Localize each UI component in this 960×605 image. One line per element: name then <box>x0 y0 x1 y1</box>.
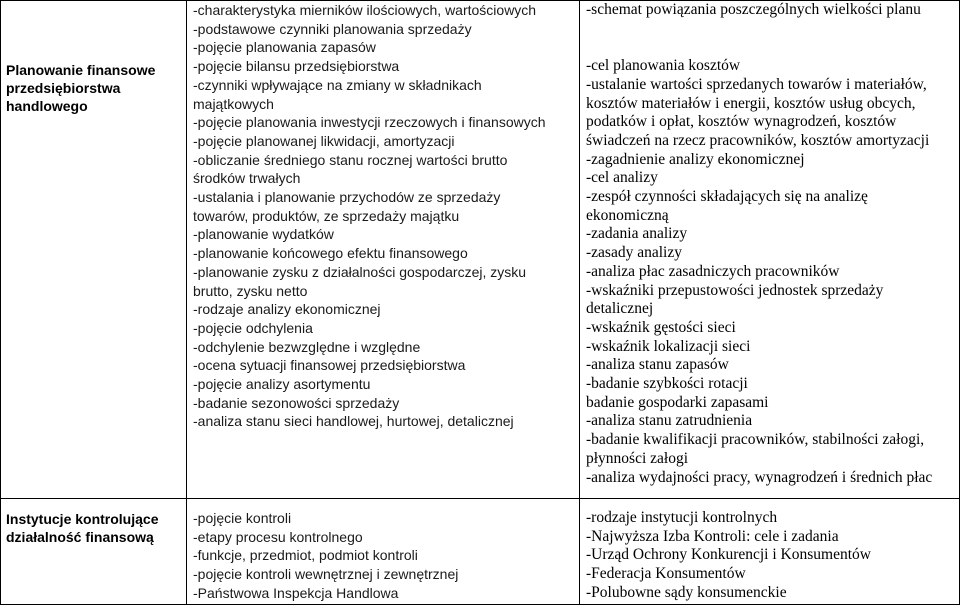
list-item: -pojęcie odchylenia <box>193 319 313 336</box>
list-item: -ustalanie wartości sprzedanych towarów i materiałów, <box>586 75 927 93</box>
list-item: -wskaźnik gęstości sieci <box>586 318 736 336</box>
list-item: płynności załogi <box>586 449 689 467</box>
list-item: -ustalania i planowanie przychodów ze sprzedaży <box>193 189 501 206</box>
row-1-topics <box>193 1 575 431</box>
list-item: -planowanie zysku z działalności gospodarczej, zysku <box>193 263 527 280</box>
list-item: kosztów materiałów i energii, kosztów usług obcych, <box>586 94 916 112</box>
list-item: -rodzaje analizy ekonomicznej <box>193 301 381 318</box>
list-item: detalicznej <box>586 300 654 318</box>
row-1-topics-list <box>193 1 575 431</box>
list-item: -planowanie wydatków <box>193 226 334 243</box>
list-item <box>586 38 956 57</box>
list-item: -ocena sytuacji finansowej przedsiębiorstwa <box>193 357 466 374</box>
list-item: -analiza stanu zatrudnienia <box>586 412 753 430</box>
row-divider <box>0 498 960 499</box>
list-item: -zespół czynności składających się na analizę <box>586 188 868 206</box>
row-1-details <box>586 1 956 487</box>
list-item <box>586 20 956 39</box>
list-item: -badanie sezonowości sprzedaży <box>193 394 400 411</box>
list-item: świadczeń na rzecz pracowników, kosztów amortyzacji <box>586 131 930 149</box>
list-item: -zasady analizy <box>586 244 682 262</box>
row-2-details <box>586 509 956 603</box>
list-item: -wskaźnik lokalizacji sieci <box>586 337 751 355</box>
row-1-heading: Planowanie finansowe przedsiębiorstwa handlowego <box>6 62 156 114</box>
list-item: -Państwowa Inspekcja Handlowa <box>193 584 399 601</box>
list-item: -funkcje, przedmiot, podmiot kontroli <box>193 547 418 564</box>
list-item: -zagadnienie analizy ekonomicznej <box>586 150 805 168</box>
list-item: -analiza stanu zapasów <box>586 356 729 374</box>
row-1-details-list <box>586 1 956 487</box>
list-item: -Polubowne sądy konsumenckie <box>586 583 787 601</box>
row-2-topics <box>193 509 575 603</box>
list-item: badanie gospodarki zapasami <box>586 393 769 411</box>
list-item: -pojęcie kontroli <box>193 510 292 526</box>
list-item: -badanie kwalifikacji pracowników, stabilności załogi, <box>586 431 925 449</box>
row-2-topics-list <box>193 509 575 603</box>
table-border-left <box>0 0 1 605</box>
list-item: -podstawowe czynniki planowania sprzedaży <box>193 20 472 37</box>
list-item: majątkowych <box>193 95 274 112</box>
list-item: -rodzaje instytucji kontrolnych <box>586 509 778 526</box>
list-item: -analiza płac zasadniczych pracowników <box>586 262 840 280</box>
list-item: środków trwałych <box>193 170 301 187</box>
column-divider-1 <box>186 0 187 605</box>
list-item: -pojęcie analizy asortymentu <box>193 376 371 393</box>
row-2-details-list <box>586 509 956 603</box>
list-item: -cel planowania kosztów <box>586 57 741 75</box>
list-item: -pojęcie planowania inwestycji rzeczowych i finansowych <box>193 114 546 131</box>
list-item: ekonomiczną <box>586 206 669 224</box>
list-item: towarów, produktów, ze sprzedaży majątku <box>193 207 460 224</box>
list-item: -charakterystyka mierników ilościowych, wartościowych <box>193 2 537 18</box>
list-item: brutto, zysku netto <box>193 282 308 299</box>
list-item: -czynniki wpływające na zmiany w składnikach <box>193 76 482 93</box>
list-item: -Federacja Konsumentów <box>586 565 746 583</box>
list-item: -etapy procesu kontrolnego <box>193 528 363 545</box>
list-item: -pojęcie planowanej likwidacji, amortyzacji <box>193 132 455 149</box>
list-item: -Urząd Ochrony Konkurencji i Konsumentów <box>586 546 871 564</box>
list-item: -badanie szybkości rotacji <box>586 375 748 393</box>
list-item: -planowanie końcowego efektu finansowego <box>193 245 468 262</box>
list-item: -schemat powiązania poszczególnych wielkości planu <box>586 1 921 18</box>
list-item: -analiza stanu sieci handlowej, hurtowej, detalicznej <box>193 413 514 430</box>
list-item: -pojęcie planowania zapasów <box>193 39 376 56</box>
list-item: -analiza wydajności pracy, wynagrodzeń i średnich płac <box>586 468 933 486</box>
list-item: -wskaźniki przepustowości jednostek sprzedaży <box>586 281 884 299</box>
list-item: -cel analizy <box>586 169 658 187</box>
list-item: -zadania analizy <box>586 225 688 243</box>
list-item: -pojęcie bilansu przedsiębiorstwa <box>193 58 400 75</box>
row-2-heading: Instytucje kontrolujące działalność finansową <box>6 511 159 545</box>
list-item: -pojęcie kontroli wewnętrznej i zewnętrznej <box>193 566 459 583</box>
list-item: -obliczanie średniego stanu rocznej wartości brutto <box>193 151 508 168</box>
list-item: -odchylenie bezwzględne i względne <box>193 338 421 355</box>
column-divider-2 <box>579 0 580 605</box>
list-item: podatków i opłat, kosztów wynagrodzeń, kosztów <box>586 113 897 131</box>
list-item: -Najwyższa Izba Kontroli: cele i zadania <box>586 527 839 545</box>
